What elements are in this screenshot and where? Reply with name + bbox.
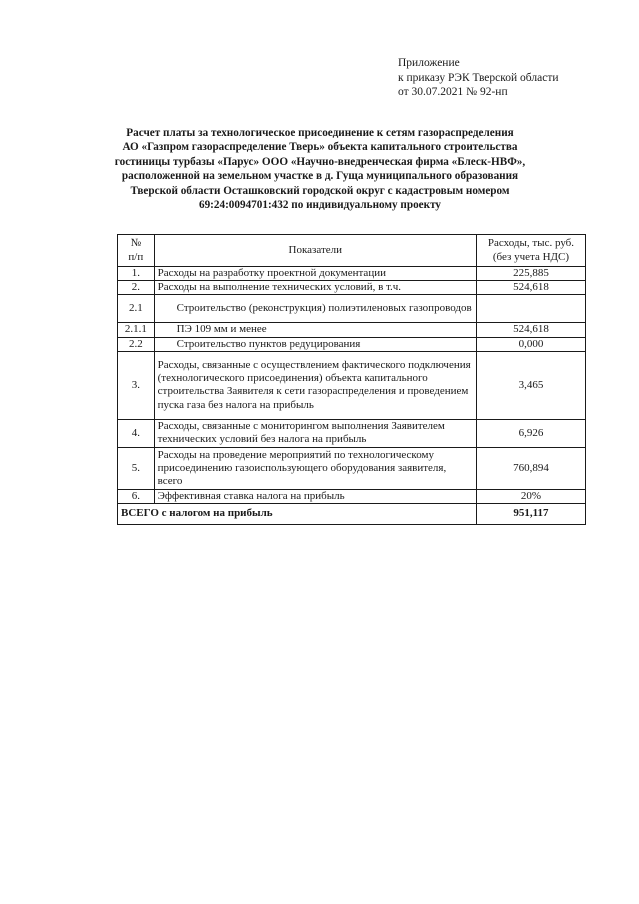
header-value-label: Расходы, тыс. руб. (без учета НДС): [487, 237, 575, 263]
row-name: Эффективная ставка налога на прибыль: [154, 489, 476, 503]
row-value: 6,926: [476, 419, 585, 447]
row-value: 0,000: [476, 337, 585, 351]
table-row: [118, 323, 586, 337]
table-row: [118, 351, 586, 419]
header-name-label: Показатели: [288, 243, 343, 256]
header-name: [154, 235, 476, 267]
calculation-table: [117, 234, 586, 525]
row-num: 3.: [118, 351, 155, 419]
row-value: [476, 295, 585, 323]
title-line: Тверской области Осташковский городской округ с кадастровым номером: [130, 184, 510, 197]
title-line: расположенной на земельном участке в д. Гуща муниципального образования: [121, 170, 519, 183]
row-name: Строительство пунктов редуцирования: [154, 337, 476, 351]
header-value: [476, 235, 585, 267]
appendix-order-line: к приказу РЭК Тверской области: [398, 71, 559, 84]
row-num: 5.: [118, 447, 155, 489]
table-row: [118, 295, 586, 323]
appendix-date-line: от 30.07.2021 № 92-нп: [398, 86, 508, 98]
row-num: 2.: [118, 281, 155, 295]
total-value: 951,117: [476, 504, 585, 525]
row-value: 524,618: [476, 323, 585, 337]
title-line: гостиницы турбазы «Парус» ООО «Научно-внедренческая фирма «Блеск-НВФ»,: [114, 155, 526, 168]
header-num: [118, 235, 155, 267]
document-title: [110, 126, 530, 212]
row-value: 524,618: [476, 281, 585, 295]
row-name: ПЭ 109 мм и менее: [154, 323, 476, 337]
total-label: ВСЕГО с налогом на прибыль: [118, 504, 477, 525]
row-name: Расходы, связанные с осуществлением фактического подключения (технологического присоединения) объекта капитального строительства Заявителя к сети газораспределения и проведением пуска газа без налога на прибыль: [154, 351, 476, 419]
row-name: Расходы на выполнение технических условий, в т.ч.: [154, 281, 476, 295]
appendix-block: [398, 56, 559, 100]
row-name: Расходы, связанные с мониторингом выполнения Заявителем технических условий без налога на прибыль: [154, 419, 476, 447]
row-value: 20%: [476, 489, 585, 503]
row-num: 6.: [118, 489, 155, 503]
row-name: Расходы на проведение мероприятий по технологическому присоединению газоиспользующего оборудования заявителя, всего: [154, 447, 476, 489]
title-line: 69:24:0094701:432 по индивидуальному проекту: [198, 199, 442, 212]
table-row: [118, 337, 586, 351]
table-row: [118, 447, 586, 489]
table-row: [118, 281, 586, 295]
table-header-row: [118, 235, 586, 267]
title-line: АО «Газпром газораспределение Тверь» объекта капитального строительства: [122, 141, 518, 154]
row-num: 2.1: [118, 295, 155, 323]
row-value: 760,894: [476, 447, 585, 489]
row-num: 1.: [118, 267, 155, 281]
row-name: Расходы на разработку проектной документации: [154, 267, 476, 281]
table-row: [118, 419, 586, 447]
row-num: 4.: [118, 419, 155, 447]
table-row: [118, 267, 586, 281]
row-value: 225,885: [476, 267, 585, 281]
table-row: [118, 489, 586, 503]
row-num: 2.2: [118, 337, 155, 351]
appendix-line: Приложение: [398, 57, 460, 69]
title-line: Расчет платы за технологическое присоединение к сетям газораспределения: [126, 127, 514, 139]
row-name: Строительство (реконструкция) полиэтиленовых газопроводов: [154, 295, 476, 323]
row-num: 2.1.1: [118, 323, 155, 337]
header-num-label: № п/п: [128, 237, 144, 263]
total-row: [118, 504, 586, 525]
row-value: 3,465: [476, 351, 585, 419]
